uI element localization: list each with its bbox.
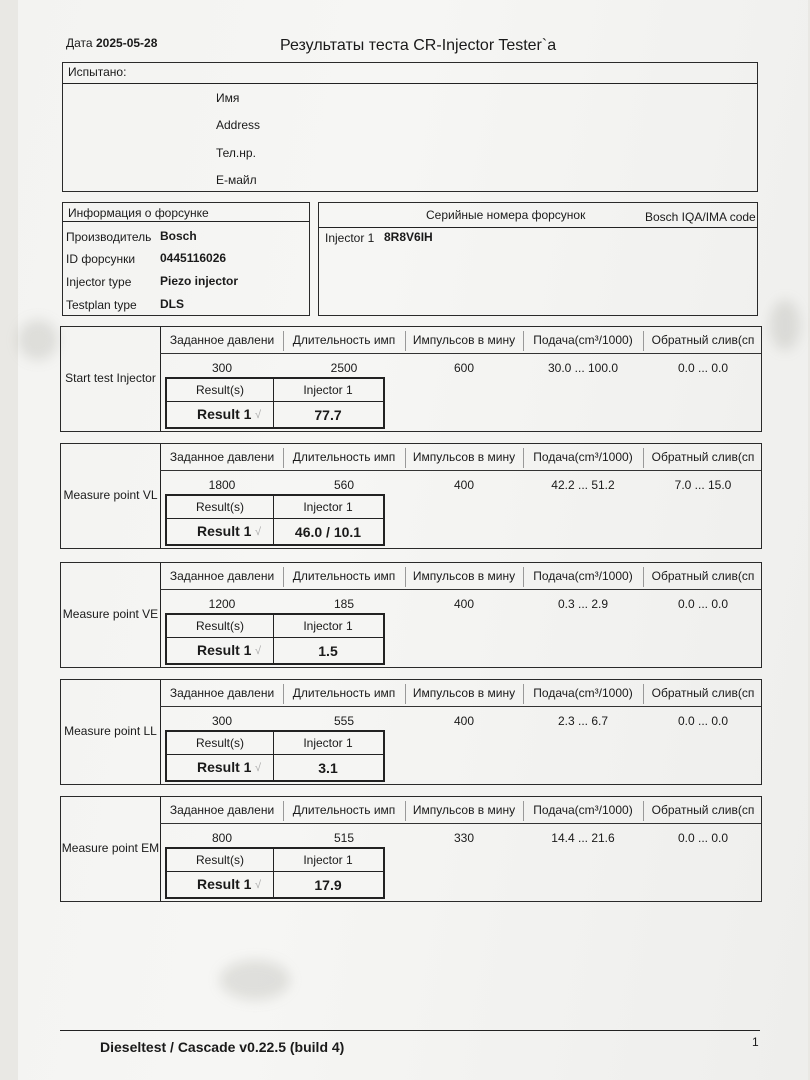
test-block xyxy=(60,326,762,432)
column-header: Подача(cm³/1000) xyxy=(533,686,633,700)
column-header: Обратный слив(сп xyxy=(651,686,755,700)
test-value: 0.0 ... 0.0 xyxy=(677,597,729,611)
test-value: 0.0 ... 0.0 xyxy=(677,714,729,728)
result-header: Result(s) xyxy=(195,736,244,750)
test-value: 400 xyxy=(453,478,475,492)
testplan-type-label: Testplan type xyxy=(66,298,137,312)
test-value: 42.2 ... 51.2 xyxy=(551,478,615,492)
test-block xyxy=(60,796,762,902)
test-value: 2500 xyxy=(330,361,358,375)
result-table xyxy=(165,613,385,665)
smudge xyxy=(220,960,290,1000)
check-icon: √ xyxy=(255,879,262,891)
column-divider xyxy=(405,448,406,468)
column-header: Подача(cm³/1000) xyxy=(533,450,633,464)
test-name: Start test Injector xyxy=(65,371,156,385)
column-divider xyxy=(523,801,524,821)
result-label: Result 1 xyxy=(197,876,252,892)
date-value: 2025-05-28 xyxy=(96,36,158,50)
column-divider xyxy=(283,448,284,468)
result-label: Result 1 xyxy=(197,406,252,422)
column-header: Заданное давлени xyxy=(169,450,275,464)
test-block xyxy=(60,679,762,785)
tested-title: Испытано: xyxy=(68,65,127,79)
column-divider xyxy=(283,684,284,704)
column-header: Подача(cm³/1000) xyxy=(533,333,633,347)
test-value: 0.0 ... 0.0 xyxy=(677,361,729,375)
column-divider xyxy=(405,684,406,704)
result-value: 46.0 / 10.1 xyxy=(294,524,362,540)
result-value: 1.5 xyxy=(318,643,338,659)
page-title: Результаты теста CR-Injector Tester`a xyxy=(280,37,557,54)
test-value: 14.4 ... 21.6 xyxy=(551,831,615,845)
manufacturer-label: Производитель xyxy=(66,230,152,244)
test-name: Measure point VL xyxy=(63,488,158,502)
injector-header: Injector 1 xyxy=(303,383,353,397)
column-header: Импульсов в мину xyxy=(412,803,516,817)
check-icon: √ xyxy=(255,762,262,774)
column-divider xyxy=(643,331,644,351)
column-divider xyxy=(643,684,644,704)
test-value: 600 xyxy=(453,361,475,375)
test-header-rule xyxy=(160,589,761,590)
test-value: 560 xyxy=(333,478,355,492)
tested-name-label: Имя xyxy=(216,91,240,105)
test-value: 0.0 ... 0.0 xyxy=(677,831,729,845)
column-header: Импульсов в мину xyxy=(412,333,516,347)
column-divider xyxy=(643,801,644,821)
column-divider xyxy=(523,567,524,587)
column-divider xyxy=(523,448,524,468)
result-value: 3.1 xyxy=(318,760,338,776)
result-header: Result(s) xyxy=(195,619,244,633)
result-value: 17.9 xyxy=(314,877,342,893)
injector-info-title: Информация о форсунке xyxy=(68,206,209,220)
result-table xyxy=(165,494,385,546)
footer-software: Dieseltest / Cascade v0.22.5 (build 4) xyxy=(100,1039,345,1055)
column-header: Обратный слив(сп xyxy=(651,450,755,464)
tested-address-label: Address xyxy=(216,118,261,132)
injector-type-label: Injector type xyxy=(66,275,132,289)
serial-injector-label: Injector 1 xyxy=(325,231,375,245)
column-header: Заданное давлени xyxy=(169,803,275,817)
column-header: Заданное давлени xyxy=(169,569,275,583)
column-header: Длительность имп xyxy=(292,686,396,700)
column-header: Длительность имп xyxy=(292,333,396,347)
tested-phone-label: Тел.нр. xyxy=(216,146,256,160)
result-header: Result(s) xyxy=(195,500,244,514)
result-header: Result(s) xyxy=(195,853,244,867)
column-header: Подача(cm³/1000) xyxy=(533,803,633,817)
column-header: Заданное давлени xyxy=(169,333,275,347)
result-table xyxy=(165,847,385,899)
injector-header: Injector 1 xyxy=(303,736,353,750)
column-header: Импульсов в мину xyxy=(412,450,516,464)
check-icon: √ xyxy=(255,645,262,657)
test-header-rule xyxy=(160,823,761,824)
test-block xyxy=(60,443,762,549)
column-header: Обратный слив(сп xyxy=(651,333,755,347)
column-header: Длительность имп xyxy=(292,803,396,817)
column-divider xyxy=(523,331,524,351)
test-value: 515 xyxy=(333,831,355,845)
result-label: Result 1 xyxy=(197,642,252,658)
column-header: Обратный слив(сп xyxy=(651,569,755,583)
injector-header: Injector 1 xyxy=(303,619,353,633)
column-header: Длительность имп xyxy=(292,569,396,583)
column-divider xyxy=(405,567,406,587)
column-divider xyxy=(643,448,644,468)
column-divider xyxy=(643,567,644,587)
test-value: 7.0 ... 15.0 xyxy=(674,478,732,492)
column-header: Длительность имп xyxy=(292,450,396,464)
serial-injector-code: 8R8V6IH xyxy=(384,230,433,244)
manufacturer-value: Bosch xyxy=(160,229,197,243)
test-name: Measure point VE xyxy=(62,607,159,621)
result-label: Result 1 xyxy=(197,523,252,539)
test-header-rule xyxy=(160,470,761,471)
column-divider xyxy=(283,801,284,821)
date-label: Дата xyxy=(66,36,93,50)
smudge xyxy=(18,320,58,360)
testplan-type-value: DLS xyxy=(160,297,184,311)
column-divider xyxy=(523,684,524,704)
test-value: 0.3 ... 2.9 xyxy=(557,597,609,611)
test-value: 185 xyxy=(333,597,355,611)
serials-code-title: Bosch IQA/IMA code xyxy=(645,210,756,224)
check-icon: √ xyxy=(255,526,262,538)
test-value: 1800 xyxy=(208,478,236,492)
test-block xyxy=(60,562,762,668)
column-divider xyxy=(283,567,284,587)
injector-id-value: 0445116026 xyxy=(160,251,227,265)
column-header: Импульсов в мину xyxy=(412,686,516,700)
test-value: 400 xyxy=(453,714,475,728)
result-header: Result(s) xyxy=(195,383,244,397)
tested-email-label: E-майл xyxy=(216,173,257,187)
page-number: 1 xyxy=(752,1035,759,1049)
column-header: Подача(cm³/1000) xyxy=(533,569,633,583)
test-value: 30.0 ... 100.0 xyxy=(547,361,619,375)
tested-box xyxy=(62,62,758,192)
injector-header: Injector 1 xyxy=(303,500,353,514)
result-table xyxy=(165,730,385,782)
injector-type-value: Piezo injector xyxy=(160,274,239,288)
test-name: Measure point EM xyxy=(61,841,160,855)
test-value: 555 xyxy=(333,714,355,728)
test-name: Measure point LL xyxy=(64,724,157,738)
column-header: Заданное давлени xyxy=(169,686,275,700)
test-value: 1200 xyxy=(208,597,236,611)
result-value: 77.7 xyxy=(314,407,342,423)
test-value: 2.3 ... 6.7 xyxy=(557,714,609,728)
footer-rule xyxy=(60,1030,760,1031)
test-header-rule xyxy=(160,353,761,354)
injector-id-label: ID форсунки xyxy=(66,252,136,266)
smudge xyxy=(770,300,800,350)
serials-title: Серийные номера форсунок xyxy=(426,208,586,222)
column-divider xyxy=(405,801,406,821)
check-icon: √ xyxy=(255,409,262,421)
column-divider xyxy=(405,331,406,351)
test-value: 800 xyxy=(211,831,233,845)
column-header: Обратный слив(сп xyxy=(651,803,755,817)
column-divider xyxy=(283,331,284,351)
test-header-rule xyxy=(160,706,761,707)
test-value: 330 xyxy=(453,831,475,845)
test-value: 400 xyxy=(453,597,475,611)
column-header: Импульсов в мину xyxy=(412,569,516,583)
injector-header: Injector 1 xyxy=(303,853,353,867)
result-table xyxy=(165,377,385,429)
test-value: 300 xyxy=(211,714,233,728)
result-label: Result 1 xyxy=(197,759,252,775)
test-value: 300 xyxy=(211,361,233,375)
